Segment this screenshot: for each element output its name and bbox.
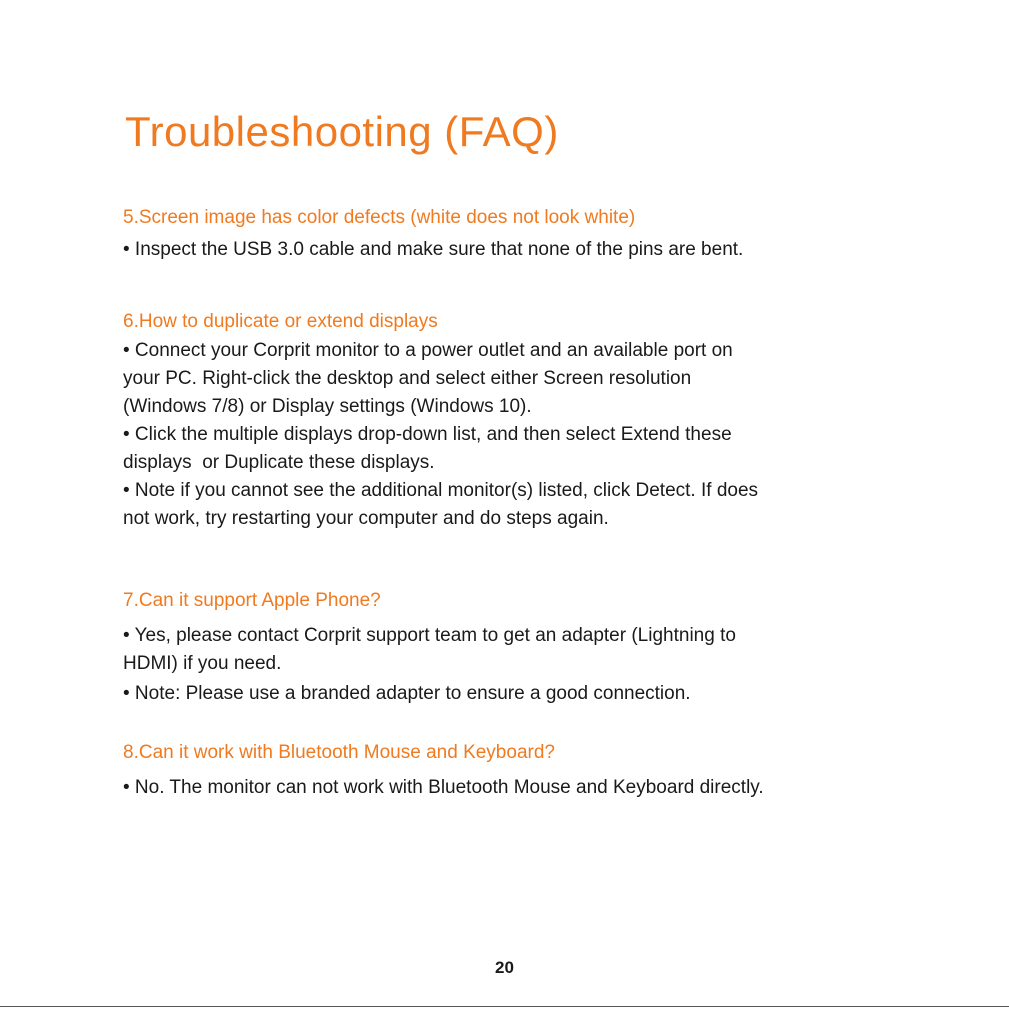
text-line: • Note: Please use a branded adapter to ensure a good connection. (123, 683, 691, 704)
text-line: displays or Duplicate these displays. (123, 452, 435, 473)
faq-heading-6: 6.How to duplicate or extend displays (123, 311, 438, 332)
faq-answer (123, 236, 913, 264)
text-line: HDMI) if you need. (123, 653, 282, 674)
text-line: • Inspect the USB 3.0 cable and make sure that none of the pins are bent. (123, 239, 744, 260)
bottom-divider (0, 1006, 1009, 1007)
text-line: not work, try restarting your computer and do steps again. (123, 508, 609, 529)
faq-answer (123, 477, 913, 533)
text-line: • Connect your Corprit monitor to a power outlet and an available port on (123, 340, 733, 361)
faq-answer (123, 680, 913, 708)
text-line: (Windows 7/8) or Display settings (Windows 10). (123, 396, 532, 417)
page-number: 20 (495, 958, 514, 977)
faq-section-7 (123, 589, 913, 708)
faq-section-5 (123, 206, 913, 264)
text-line: • Click the multiple displays drop-down list, and then select Extend these (123, 424, 732, 445)
faq-section-8 (123, 741, 913, 802)
faq-heading-7: 7.Can it support Apple Phone? (123, 590, 381, 611)
text-line: • Note if you cannot see the additional monitor(s) listed, click Detect. If does (123, 480, 759, 501)
faq-answer (123, 337, 913, 421)
faq-section-6 (123, 310, 913, 533)
faq-answer (123, 622, 913, 678)
faq-answer (123, 421, 913, 477)
text-line: • No. The monitor can not work with Bluetooth Mouse and Keyboard directly. (123, 777, 764, 798)
page-title: Troubleshooting (FAQ) (125, 108, 559, 155)
text-line: your PC. Right-click the desktop and select either Screen resolution (123, 368, 692, 389)
faq-heading-8: 8.Can it work with Bluetooth Mouse and Keyboard? (123, 742, 555, 763)
text-line: • Yes, please contact Corprit support team to get an adapter (Lightning to (123, 625, 736, 646)
faq-answer (123, 774, 913, 802)
faq-heading-5: 5.Screen image has color defects (white does not look white) (123, 207, 636, 228)
